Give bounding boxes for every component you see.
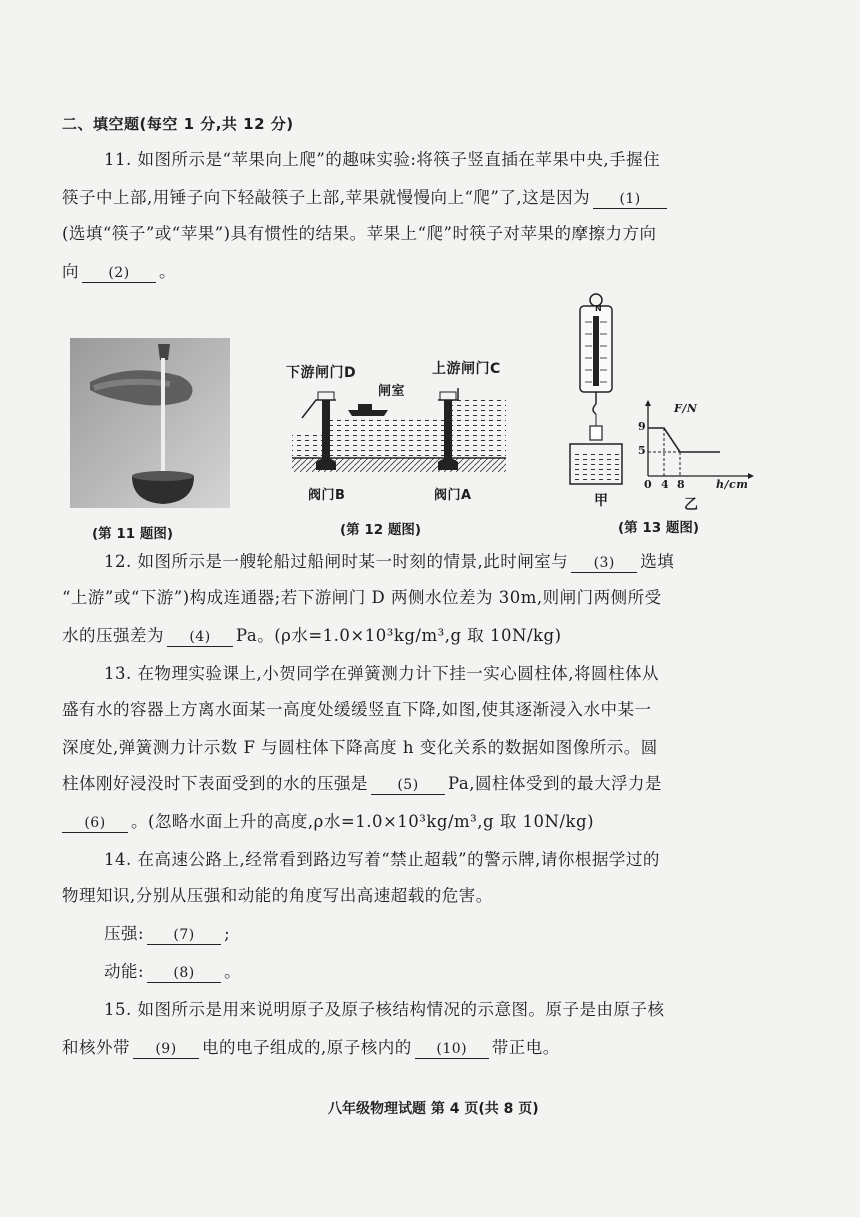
q15-line1: 15. 如图所示是用来说明原子及原子核结构情况的示意图。原子是由原子核 (104, 1000, 665, 1019)
page-footer: 八年级物理试题 第 4 页(共 8 页) (328, 1101, 539, 1117)
q11-line2-text: 筷子中上部,用锤子向下轻敲筷子上部,苹果就慢慢向上“爬”了,这是因为 (62, 188, 591, 207)
answer-blank-9[interactable]: (9) (133, 1040, 199, 1059)
label-gate-d: 下游闸门D (286, 365, 357, 381)
graph-x-axis-label: h/cm (716, 478, 749, 491)
answer-blank-7[interactable]: (7) (147, 926, 221, 945)
q11-line4-text: 向 (62, 262, 79, 281)
q12-line3-end: Pa。(ρ水=1.0×10³kg/m³,g 取 10N/kg) (236, 626, 562, 645)
label-valve-a: 阀门A (434, 488, 472, 503)
answer-blank-3[interactable]: (3) (571, 554, 637, 573)
answer-blank-6[interactable]: (6) (62, 814, 128, 833)
energy-label: 动能: (104, 962, 145, 981)
q15-line2-end: 带正电。 (491, 1038, 560, 1057)
q14-pressure (104, 920, 230, 945)
caption-fig12: (第 12 题图) (340, 522, 422, 538)
caption-fig13: (第 13 题图) (618, 520, 700, 536)
answer-blank-2[interactable]: (2) (82, 264, 156, 283)
apple-chopstick-photo (70, 338, 230, 508)
q12-line3 (62, 622, 562, 647)
energy-end: 。 (224, 962, 242, 981)
label-lock-room: 闸室 (378, 384, 406, 399)
q13-line3: 深度处,弹簧测力计示数 F 与圆柱体下降高度 h 变化关系的数据如图像所示。圆 (62, 738, 658, 757)
pressure-end: ; (224, 924, 231, 943)
q13-line5-text: 。(忽略水面上升的高度,ρ水=1.0×10³kg/m³,g 取 10N/kg) (131, 812, 595, 831)
q12-line1 (104, 548, 674, 573)
q14-line1: 14. 在高速公路上,经常看到路边写着“禁止超载”的警示牌,请你根据学过的 (104, 850, 660, 869)
graph-tick-5: 5 (638, 444, 647, 457)
q11-line4-end: 。 (159, 262, 176, 281)
pressure-label: 压强: (104, 924, 145, 943)
graph-tick-9: 9 (638, 420, 647, 433)
label-yi: 乙 (684, 497, 699, 513)
q15-line2-text: 和核外带 (62, 1038, 130, 1057)
q13-line1: 13. 在物理实验课上,小贺同学在弹簧测力计下挂一实心圆柱体,将圆柱体从 (104, 664, 659, 683)
answer-blank-5[interactable]: (5) (371, 776, 445, 795)
q12-line1-end: 选填 (640, 552, 675, 571)
graph-tick-0: 0 (644, 478, 653, 491)
caption-fig11: (第 11 题图) (92, 526, 174, 542)
answer-blank-8[interactable]: (8) (147, 964, 221, 983)
q13-line5 (62, 808, 594, 833)
q13-line4-end: Pa,圆柱体受到的最大浮力是 (448, 774, 662, 793)
q11-line1: 11. 如图所示是“苹果向上爬”的趣味实验:将筷子竖直插在苹果中央,手握住 (104, 150, 661, 169)
q12-line3-text: 水的压强差为 (62, 626, 164, 645)
q11-line4 (62, 258, 176, 283)
scale-unit-n: N (595, 304, 603, 313)
q13-line4 (62, 770, 662, 795)
q14-energy (104, 958, 241, 983)
label-gate-c: 上游闸门C (432, 361, 501, 377)
q11-line2 (62, 184, 670, 209)
label-jia: 甲 (594, 493, 609, 509)
answer-blank-4[interactable]: (4) (167, 628, 233, 647)
graph-tick-8: 8 (677, 478, 686, 491)
label-valve-b: 阀门B (308, 488, 346, 503)
answer-blank-10[interactable]: (10) (415, 1040, 489, 1059)
q15-line2 (62, 1034, 560, 1059)
spring-scale-diagram (566, 292, 638, 486)
graph-tick-4: 4 (661, 478, 670, 491)
q12-line1-text: 12. 如图所示是一艘轮船过船闸时某一时刻的情景,此时闸室与 (104, 552, 569, 571)
q11-line3: (选填“筷子”或“苹果”)具有惯性的结果。苹果上“爬”时筷子对苹果的摩擦力方向 (62, 224, 657, 243)
q14-line2: 物理知识,分别从压强和动能的角度写出高速超载的危害。 (62, 886, 493, 905)
answer-blank-1[interactable]: (1) (593, 190, 667, 209)
q12-line2: “上游”或“下游”)构成连通器;若下游闸门 D 两侧水位差为 30m,则闸门两侧所受 (62, 588, 662, 607)
q13-line2: 盛有水的容器上方离水面某一高度处缓缓竖直下降,如图,使其逐渐浸入水中某一 (62, 700, 652, 719)
section-heading: 二、填空题(每空 1 分,共 12 分) (62, 115, 294, 133)
graph-y-axis-label: F/N (674, 402, 698, 415)
q13-line4-text: 柱体刚好浸没时下表面受到的水的压强是 (62, 774, 368, 793)
q15-line2-mid: 电的电子组成的,原子核内的 (202, 1038, 412, 1057)
